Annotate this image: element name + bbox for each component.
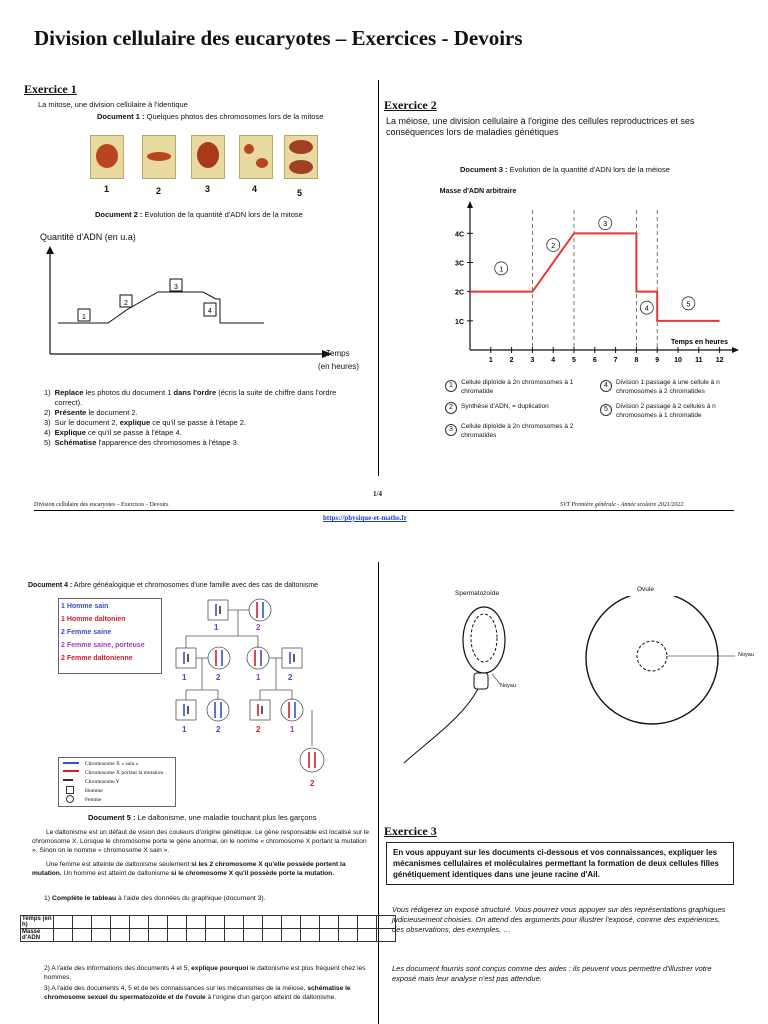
- table-cell[interactable]: [149, 929, 168, 942]
- exercise2-intro: La méiose, une division cellulaire à l'origine des cellules reproductrices et ses conséquences lors de maladies génétiques: [386, 116, 695, 137]
- mitosis-step-1: 1: [82, 314, 86, 321]
- phase-label-1: 1: [499, 266, 504, 274]
- footer-left: Division cellulaire des eucaryotes – Exercices - Devoirs: [34, 502, 169, 508]
- legend-item-2: 2 Synthèse d'ADN, = duplication: [445, 402, 595, 422]
- photo-number-5: 5: [297, 188, 303, 198]
- mitosis-step-4: 4: [208, 308, 212, 315]
- exercise1-questions: [44, 388, 364, 448]
- ovule-nucleus-label: Noyau: [738, 652, 754, 658]
- meiosis-legend-right: [600, 378, 740, 422]
- table-cell[interactable]: [206, 916, 225, 929]
- legend-femme-saine: 2 Femme saine: [61, 629, 112, 636]
- question-schematise: 3) A l'aide des documents 4, 5 et de tes connaissances sur les mécanismes de la méiose, schématise le chromosome sexuel du spermatozoïde et de l'ovule à l'origine d'un garçon atteint de daltonisme.: [44, 985, 351, 1001]
- y-tick-label: 3C: [455, 260, 464, 268]
- mitosis-graph: [36, 246, 336, 376]
- sperm-label: Spermatozoïde: [455, 590, 500, 597]
- table-cell[interactable]: [358, 929, 377, 942]
- table-cell[interactable]: [244, 929, 263, 942]
- question-4: 4) Explique ce qu'il se passe à l'étape 4.: [44, 428, 182, 437]
- tree-num-3: 2: [216, 673, 221, 682]
- dna-mass-line: [470, 233, 720, 321]
- tree-num-1: 2: [256, 623, 261, 632]
- column-divider: [378, 80, 379, 476]
- page-title: Division cellulaire des eucaryotes – Exercices - Devoirs: [34, 26, 523, 50]
- mitosis-photo-5: [284, 135, 318, 179]
- table-cell[interactable]: [263, 916, 282, 929]
- photo-number-2: 2: [156, 186, 162, 196]
- table-cell[interactable]: [339, 916, 358, 929]
- x-tick-label: 6: [592, 357, 597, 364]
- x-tick-label: 2: [509, 357, 514, 364]
- table-cell[interactable]: [320, 929, 339, 942]
- footer-page-number: 1/4: [373, 490, 382, 498]
- meiosis-chart: [420, 200, 750, 370]
- doc5-paragraph1: Le daltonisme est un défaut de vision des couleurs d'origine génétique. Le gène responsable est localisé sur le chromosome X. Lorsque le chromosome porte le gène anormal, on le nomme « chromosome X portant la mutation ». Sinon on le nomme « chromosome X sain ».: [32, 829, 370, 854]
- question-explain: 2) A l'aide des informations des documents 4 et 5, explique pourquoi le daltonisme est plus fréquent chez les hommes.: [44, 965, 366, 981]
- table-cell[interactable]: [282, 916, 301, 929]
- table-cell[interactable]: [187, 929, 206, 942]
- table-cell[interactable]: [358, 916, 377, 929]
- legend-femme: Femme: [85, 797, 102, 803]
- question-3: 3) Sur le document 2, explique ce qu'il se passe à l'étape 2.: [44, 418, 246, 427]
- tree-num-2: 1: [182, 673, 187, 682]
- meiosis-ylabel: Masse d'ADN arbitraire: [439, 188, 517, 195]
- legend-y: Chromosome Y: [85, 779, 120, 785]
- table-cell[interactable]: [111, 916, 130, 929]
- mitosis-photo-4: [239, 135, 273, 179]
- family-legend: [58, 598, 162, 674]
- table-cell[interactable]: [187, 916, 206, 929]
- tree-num-0: 1: [214, 623, 219, 632]
- question-1: 1) Replace les photos du document 1 dans l'ordre (écris la suite de chiffre dans l'ordre correct).: [44, 388, 337, 407]
- footer-rule: [34, 510, 734, 511]
- tree-num-6: 1: [182, 725, 187, 734]
- tree-num-4: 1: [256, 673, 261, 682]
- mitosis-graph-ylabel: Quantité d'ADN (en u.a): [40, 232, 136, 242]
- y-tick-label: 4C: [455, 231, 464, 239]
- table-cell[interactable]: [149, 916, 168, 929]
- phase-label-5: 5: [686, 301, 691, 309]
- mitosis-photo-3: [191, 135, 225, 179]
- table-cell[interactable]: [130, 916, 149, 929]
- x-tick-label: 10: [674, 357, 682, 364]
- exercise1-heading: Exercice 1: [24, 82, 77, 96]
- table-cell[interactable]: [130, 929, 149, 942]
- table-cell[interactable]: [320, 916, 339, 929]
- table-row-time-header: Temps (en h): [22, 916, 52, 928]
- x-tick-label: 9: [655, 357, 660, 364]
- exercise1-subtitle: La mitose, une division cellulaire à l'identique: [38, 100, 188, 109]
- legend-femme-porteuse: 2 Femme saine, porteuse: [61, 642, 145, 649]
- photo-number-1: 1: [104, 184, 110, 194]
- exercise2-heading: Exercice 2: [384, 98, 437, 112]
- column-divider-page2: [378, 562, 379, 1024]
- mitosis-step-2: 2: [124, 300, 128, 307]
- doc2-caption: Document 2 : Evolution de la quantité d'ADN lors de la mitose: [95, 210, 303, 219]
- table-cell[interactable]: [168, 916, 187, 929]
- table-cell[interactable]: [282, 929, 301, 942]
- table-cell[interactable]: [225, 916, 244, 929]
- x-tick-label: 11: [695, 357, 703, 364]
- mitosis-photo-2: [142, 135, 176, 179]
- legend-x-sain: Chromosome X « sain »: [85, 761, 139, 767]
- tree-num-7: 2: [216, 725, 221, 734]
- phase-label-2: 2: [551, 243, 556, 250]
- table-cell[interactable]: [339, 929, 358, 942]
- x-tick-label: 12: [715, 357, 724, 364]
- mitosis-step-3: 3: [174, 284, 178, 291]
- legend-femme-daltonienne: 2 Femme daltonienne: [61, 655, 133, 662]
- table-cell[interactable]: [263, 929, 282, 942]
- table-cell[interactable]: [111, 929, 130, 942]
- legend-homme-daltonien: 1 Homme daltonien: [61, 616, 126, 623]
- table-cell[interactable]: [244, 916, 263, 929]
- family-tree: [160, 596, 360, 796]
- table-cell[interactable]: [301, 929, 320, 942]
- question-5: 5) Schématise l'apparence des chromosomes à l'étape 3.: [44, 438, 239, 447]
- meiosis-xlabel: Temps en heures: [670, 339, 728, 346]
- table-cell[interactable]: [54, 916, 73, 929]
- doc1-caption: Document 1 : Quelques photos des chromosomes lors de la mitose: [97, 112, 324, 121]
- x-tick-label: 1: [488, 357, 493, 364]
- legend-homme-sain: 1 Homme sain: [61, 603, 109, 610]
- exercise3-heading: Exercice 3: [384, 824, 437, 838]
- table-cell[interactable]: [301, 916, 320, 929]
- tree-num-5: 2: [288, 673, 293, 682]
- table-cell[interactable]: [168, 929, 187, 942]
- tree-num-8: 2: [256, 725, 261, 734]
- mitosis-photo-1: [90, 135, 124, 179]
- sperm-nucleus-label: Noyau: [500, 683, 516, 689]
- doc5-paragraph2: Une femme est atteinte de daltonisme seulement si les 2 chromosome X qu'elle possède portent la mutation. Un homme est atteint de daltonisme si le chromosome X qu'il possède porte la mutation.: [32, 861, 346, 877]
- tree-num-10: 2: [310, 779, 315, 788]
- footer-link[interactable]: https://physique-et-maths.fr: [323, 514, 407, 522]
- mitosis-graph-xlabel-1: Temps: [326, 349, 350, 358]
- legend-item-4: 4 Division 1:passage à une cellule à n chromosomes à 2 chromatides: [600, 378, 740, 398]
- x-tick-label: 8: [634, 357, 639, 364]
- table-cell[interactable]: [225, 929, 244, 942]
- footer-right: SVT Première générale - Année scolaire 2021/2022: [560, 502, 684, 508]
- legend-item-5: 5 Division 2 passage à 2 cellules à n chromosomes à 1 chromatide: [600, 402, 740, 422]
- table-cell[interactable]: [206, 929, 225, 942]
- table-cell[interactable]: [54, 929, 73, 942]
- y-tick-label: 1C: [455, 318, 464, 326]
- question-2: 2) Présente le document 2.: [44, 408, 138, 417]
- legend-homme: Homme: [85, 788, 103, 794]
- x-tick-label: 5: [572, 357, 576, 364]
- table-cell[interactable]: [92, 916, 111, 929]
- y-tick-label: 2C: [455, 289, 464, 297]
- exercise3-paragraph1: Vous rédigerez un exposé structuré. Vous pourrez vous appuyer sur des représentations graphiques judicieusement choisies. On attend des arguments pour illustrer l'exposé, comme des expériences, des observations, des exemples, …: [392, 905, 726, 934]
- phase-label-3: 3: [603, 221, 608, 229]
- question-table: 1) Complète le tableau à l'aide des données du graphique (document 3).: [44, 895, 266, 902]
- tree-num-9: 1: [290, 725, 295, 734]
- legend-x-mutation: Chromosome X portant la mutation: [85, 770, 164, 776]
- y-axis-arrow: [467, 201, 473, 208]
- doc4-caption: Document 4 : Arbre généalogique et chromosomes d'une famille avec des cas de daltonisme: [28, 582, 319, 589]
- doc3-caption: Document 3 : Evolution de la quantité d'ADN lors de la méiose: [460, 165, 670, 174]
- doc5-caption: Document 5 : Le daltonisme, une maladie touchant plus les garçons: [88, 813, 317, 822]
- photo-number-3: 3: [205, 184, 211, 194]
- legend-item-3: 3 Cellule diploïde à 2n chromosomes à 2 chromatides: [445, 422, 595, 442]
- meiosis-legend-left: [445, 378, 595, 442]
- photo-number-4: 4: [252, 184, 258, 194]
- exercise3-paragraph2: Les document fournis sont conçus comme des aides : ils peuvent vous permettre d'illustrer votre exposé mais leur analyse n'est pas attendue.: [392, 964, 712, 983]
- table-cell[interactable]: [73, 916, 92, 929]
- x-axis-arrow: [732, 347, 739, 353]
- legend-item-1: 1 Cellule diploïde à 2n chromosomes à 1 chromatide: [445, 378, 595, 398]
- x-tick-label: 3: [530, 357, 535, 364]
- phase-label-4: 4: [644, 305, 649, 313]
- chromosome-legend: [58, 757, 176, 807]
- x-tick-label: 7: [613, 357, 618, 364]
- ovule-diagram: [570, 596, 768, 736]
- ovule-label: Ovule: [637, 586, 654, 593]
- exercise3-prompt-box: En vous appuyant sur les documents ci-dessous et vos connaissances, expliquer les mécanismes cellulaires et moléculaires permettant la formation de deux cellules filles génétiquement identiques dans une jeune racine d'Ail.: [386, 842, 734, 885]
- table-cell[interactable]: [73, 929, 92, 942]
- x-tick-label: 4: [551, 357, 556, 364]
- table-cell[interactable]: [92, 929, 111, 942]
- data-table: [20, 915, 396, 942]
- table-row-mass-header: Masse d'ADN: [21, 929, 54, 942]
- mitosis-graph-xlabel-2: (en heures): [318, 362, 359, 371]
